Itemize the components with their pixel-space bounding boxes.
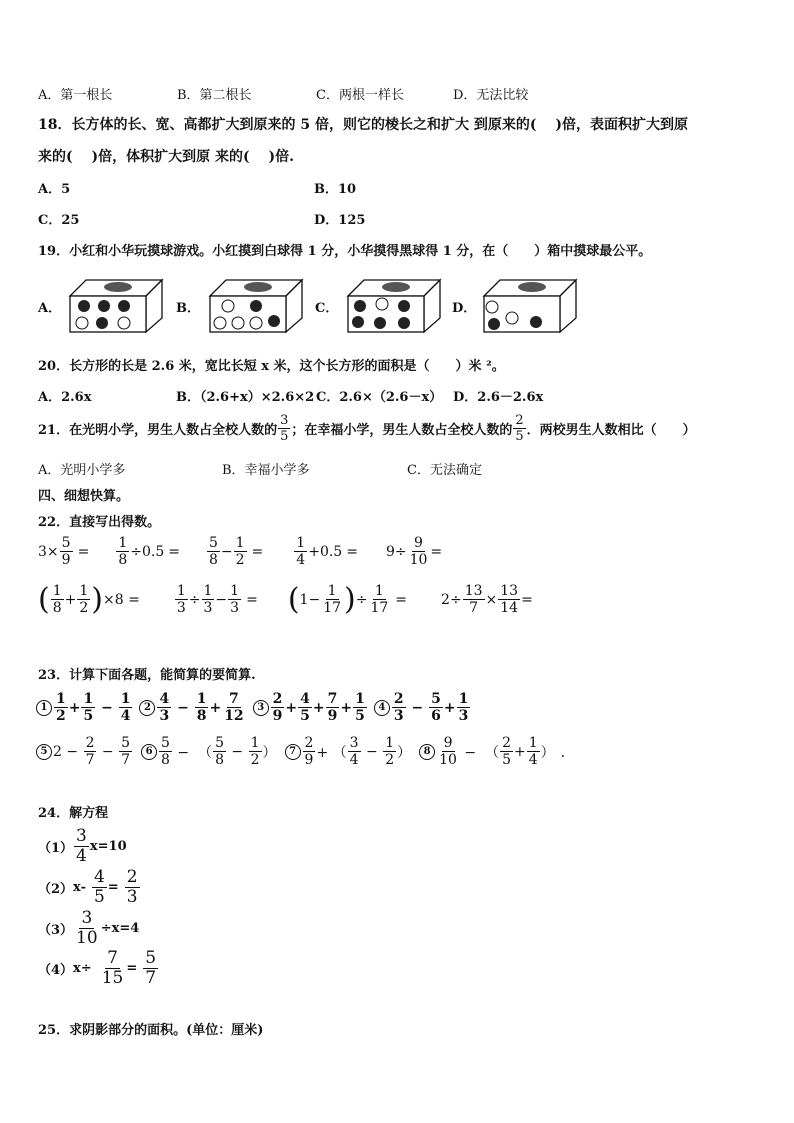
section-4-heading: 四、细想快算。 [38,489,130,504]
q22-expr-6: ( $\frac{1}{8}$ + $\frac{1}{2}$ ) ×8 = [38,581,140,617]
q23-title: 23．计算下面各题，能简算的要简算. [38,668,256,683]
q21-part3: ．两校男生人数相比（ ） [526,423,696,438]
q21-part2: ；在幸福小学，男生人数占全校人数的 [291,423,513,438]
q21-part1: 21．在光明小学，男生人数占全校人数的 [38,423,278,438]
q17-option-b: B．第二根长 [177,88,252,103]
q24-equation-4: （4） x÷ $\frac{7}{15}$ = $\frac{5}{7}$ [38,948,157,988]
ball-box-d-icon [480,276,580,334]
q23-row1 [36,692,471,723]
ball-box-b-icon [206,276,306,334]
q22-expr-9: 2 ÷ $\frac{13}{7}$ × $\frac{13}{14}$ = [441,583,533,616]
q25-text: 25．求阴影部分的面积。(单位：厘米) [38,1023,264,1038]
q18-line1: 18．长方体的长、宽、高都扩大到原来的 5 倍，则它的棱长之和扩大 到原来的( )倍，表面积扩大到原 [38,117,688,133]
q18-option-a: A．5 [38,182,71,197]
circled-3-icon: 3 [253,700,269,716]
q22-expr-2: $\frac{1}{8}$ ÷ 0.5 = [118,535,180,568]
q22-expr-4: $\frac{1}{4}$ + 0.5 = [296,535,358,568]
q22-expr-7: $\frac{1}{3}$ ÷ $\frac{1}{3}$ − $\frac{1}{3}$ = [176,583,258,616]
circled-6-icon: 6 [141,744,157,760]
ball-box-a-icon [66,276,166,334]
q23-expr-5: 5 2 − $\frac{2}{7}$ − $\frac{5}{7}$ [36,736,133,767]
q20-option-d: D．2.6－2.6x [453,390,544,405]
circled-5-icon: 5 [36,744,52,760]
q18-option-c: C．25 [38,213,80,228]
q22-expr-8: ( 1 − $\frac{1}{17}$ ) ÷ $\frac{1}{17}$ = [287,581,408,617]
q20-text: 20．长方形的长是 2.6 米，宽比长短 x 米，这个长方形的面积是（ ）米 ²。 [38,359,505,374]
q19-label-c: C． [315,301,339,316]
q17-option-a: A．第一根长 [38,88,113,103]
circled-4-icon: 4 [374,700,390,716]
q21-text [38,414,696,443]
circled-7-icon: 7 [285,744,301,760]
q22-row1 [38,536,442,567]
q21-option-b: B．幸福小学多 [222,463,310,478]
q23-expr-1: 1 $\frac{1}{2}$ + $\frac{1}{5}$ − $\frac{1}{4}$ [36,692,133,723]
q18-line2: 来的( )倍，体积扩大到原 来的( )倍. [38,149,294,165]
q23-expr-8: 8 $\frac{9}{10}$ − （ $\frac{2}{5}$ + $\frac{1}{4}$ ） ． [419,736,575,767]
q21-option-c: C．无法确定 [407,463,482,478]
q19-label-d: D． [452,301,477,316]
q24-equation-1: （1） $\frac{3}{4}$ x=10 [38,826,127,866]
q21-fraction-2: $\frac{2}{5}$ [515,413,524,444]
q22-expr-5: 9 ÷ $\frac{9}{10}$ = [385,535,443,568]
q24-title: 24．解方程 [38,806,109,821]
q19-label-b: B． [176,301,200,316]
q22-row2 [38,581,533,617]
q20-option-b: B．（2.6+x）×2.6×2 [176,390,315,405]
q22-expr-3: $\frac{5}{8}$ − $\frac{1}{2}$ = [208,535,264,568]
q24-equation-3: （3） $\frac{3}{10}$ ÷x=4 [38,908,140,948]
circled-8-icon: 8 [419,744,435,760]
q17-option-c: C．两根一样长 [316,88,404,103]
q20-option-c: C．2.6×（2.6－x） [316,390,443,405]
circled-2-icon: 2 [139,700,155,716]
q19-text: 19．小红和小华玩摸球游戏。小红摸到白球得 1 分，小华摸得黑球得 1 分，在（ ）箱中摸球最公平。 [38,244,652,259]
q21-fraction-1: $\frac{3}{5}$ [280,413,289,444]
q20-option-a: A．2.6x [38,390,92,405]
q18-option-b: B．10 [314,182,357,197]
ball-box-c-icon [344,276,444,334]
q23-row2 [36,736,575,767]
q23-expr-4: 4 $\frac{2}{3}$ − $\frac{5}{6}$ + $\frac{1}{3}$ [374,692,471,723]
q23-expr-2: 2 $\frac{4}{3}$ − $\frac{1}{8}$ + $\frac{7}{12}$ [139,692,246,723]
q23-expr-7: 7 $\frac{2}{9}$ + （ $\frac{3}{4}$ − $\frac{1}{2}$ ） [285,736,412,767]
q17-option-d: D．无法比较 [453,88,529,103]
q21-option-a: A．光明小学多 [38,463,126,478]
q18-option-d: D．125 [314,213,366,228]
q22-title: 22．直接写出得数。 [38,515,161,530]
circled-1-icon: 1 [36,700,52,716]
q22-expr-1: 3 × $\frac{5}{9}$ = [38,535,90,568]
q24-equation-2: （2） x- $\frac{4}{5}$ = $\frac{2}{3}$ [38,867,138,907]
q19-label-a: A． [38,301,62,316]
q23-expr-6: 6 $\frac{5}{8}$ − （ $\frac{5}{8}$ − $\frac{1}{2}$ ） [141,736,277,767]
q23-expr-3: 3 $\frac{2}{9}$ + $\frac{4}{5}$ + $\frac{7}{9}$ + $\frac{1}{5}$ [253,692,368,723]
